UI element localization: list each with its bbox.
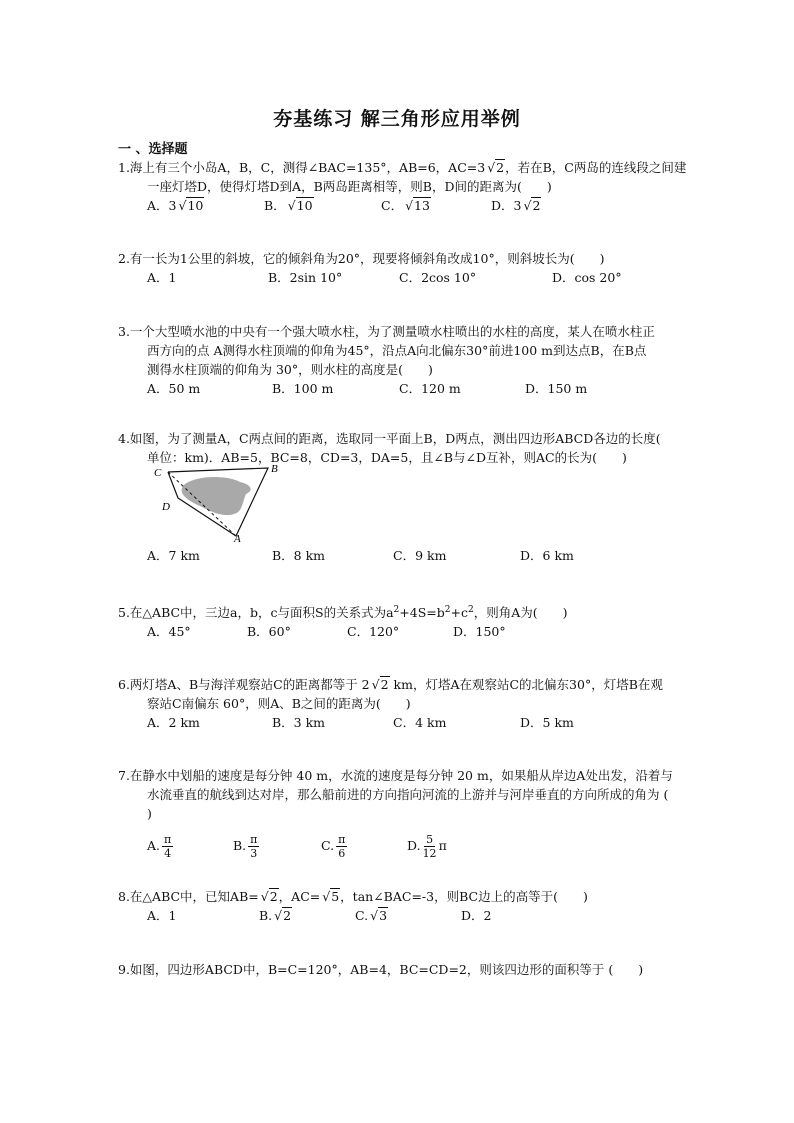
q3-options [147,379,704,398]
q2-option-c[interactable]: C．2cos 10° [399,270,477,285]
question-2 [118,249,704,287]
question-3 [118,322,704,398]
q3-line-1: 3.一个大型喷水池的中央有一个强大喷水柱，为了测量喷水柱喷出的水柱的高度，某人在喷水柱正 [118,324,655,339]
q7-line-1: 7.在静水中划船的速度是每分钟 40 m，水流的速度是每分钟 20 m，如果船从岸边A处出发，沿着与 [118,768,673,783]
quadrilateral-figure [150,462,290,544]
q2-option-b[interactable]: B．2sin 10° [268,270,343,285]
q4-line-1: 4.如图，为了测量A，C两点间的距离，选取同一平面上B，D两点，测出四边形ABCD各边的长度( [118,431,661,446]
q8-option-b[interactable]: B. √2 [259,908,292,923]
q8-option-a[interactable]: A．1 [147,908,177,923]
q6-line-2: 察站C南偏东 60°，则A、B之间的距离为( ) [147,696,411,711]
q2-options [147,268,704,287]
q1-option-b[interactable]: B． √10 [264,198,313,213]
q5-option-b[interactable]: B．60° [247,624,291,640]
q2-option-a[interactable]: A．1 [147,270,177,285]
q8-options [147,906,704,925]
q5-option-c[interactable]: C．120° [347,624,400,640]
page-title: 夯基练习 解三角形应用举例 [273,108,521,130]
q9-stem: 9.如图，四边形ABCD中，B=C=120°，AB=4，BC=CD=2，则该四边形的面积等于 ( ) [118,962,644,977]
section-heading: 一 、选择题 [118,142,188,157]
label-c: C [154,467,162,479]
label-b: B [271,463,278,475]
q5-option-a[interactable]: A．45° [147,624,191,640]
label-a: A [234,533,241,544]
q1-stem-b: ，若在B，C两岛的连线段之间建 [505,160,687,175]
pond-shape [182,477,251,515]
q6-options [147,713,704,732]
q6-option-a[interactable]: A．2 km [147,715,200,730]
label-d: D [162,501,170,513]
q4-option-b[interactable]: B．8 km [272,548,326,563]
q7-options [147,827,704,861]
q5-option-d[interactable]: D．150° [453,624,506,640]
sqrt-symbol: √2 [487,160,505,175]
q7-option-b[interactable]: B. $\frac{\pi}{3}$ [233,833,258,860]
q3-option-d[interactable]: D．150 m [525,381,588,396]
q4-option-a[interactable]: A．7 km [147,548,200,563]
q7-option-c[interactable]: C. $\frac{\pi}{6}$ [321,833,346,860]
q5-options [147,622,704,641]
q7-option-d[interactable]: D. $\frac{5}{12}$ π [407,833,447,860]
q1-option-c[interactable]: C． √13 [381,198,430,213]
question-6: 6.两灯塔A、B与海洋观察站C的距离都等于 2 √2 km，灯塔A在观察站C的北偏东30°，灯塔B在观 察站C南偏东 60°，则A、B之间的距离为( ) A．2 km B．3 km C．4 km D．5 km [118,675,704,732]
q4-option-d[interactable]: D．6 km [520,548,574,563]
q3-option-c[interactable]: C．120 m [399,381,461,396]
q4-option-c[interactable]: C．9 km [393,548,447,563]
q1-line-2: 一座灯塔D，使得灯塔D到A，B两岛距离相等，则B，D间的距离为( ) [147,179,552,194]
q7-option-a[interactable]: A. $\frac{\pi}{4}$ [147,833,172,860]
q6-option-c[interactable]: C．4 km [393,715,447,730]
q6-option-d[interactable]: D．5 km [520,715,574,730]
q2-option-d[interactable]: D．cos 20° [552,270,622,285]
q6-option-b[interactable]: B．3 km [272,715,326,730]
q1-option-d[interactable]: D．3 √2 [491,198,541,213]
q7-line-2: 水流垂直的航线到达对岸，那么船前进的方向指向河流的上游并与河岸垂直的方向所成的角为 ( [147,787,669,802]
q4-options [147,546,704,565]
question-9 [118,960,704,979]
question-1 [118,158,704,215]
q3-option-b[interactable]: B．100 m [272,381,334,396]
q2-stem: 2.有一长为1公里的斜坡，它的倾斜角为20°，现要将倾斜角改成10°，则斜坡长为( ) [118,251,605,266]
question-5: 5.在△ABC中，三边a，b，c与面积S的关系式为$a^2+4S=b^2+c^2$，则角A为( ) A．45° B．60° C．120° D．150° [118,601,704,641]
q1-options [147,196,704,215]
q1-option-a[interactable]: A．3 √10 [147,198,204,213]
question-7 [118,766,704,861]
q4-options-row [118,546,704,565]
q7-line-3: ) [147,806,152,821]
q3-option-a[interactable]: A．50 m [147,381,201,396]
q8-option-d[interactable]: D．2 [461,908,492,923]
q8-option-c[interactable]: C. √3 [355,908,388,923]
q4-line-2: 单位：km)．AB=5，BC=8，CD=3，DA=5，且∠B与∠D互补，则AC的长为( ) [147,450,627,465]
question-8: 8.在△ABC中，已知AB= √2，AC= √5，tan∠BAC=-3，则BC边上的高等于( ) A．1 B. √2 C. √3 D．2 [118,887,704,925]
q3-line-3: 测得水柱顶端的仰角为 30°，则水柱的高度是( ) [147,362,433,377]
q1-stem-a: 1.海上有三个小岛A，B，C，测得∠BAC=135°，AB=6，AC=3 [118,160,486,175]
q3-line-2: 西方向的点 A测得水柱顶端的仰角为45°，沿点A向北偏东30°前进100 m到达点B，在B点 [147,343,647,358]
